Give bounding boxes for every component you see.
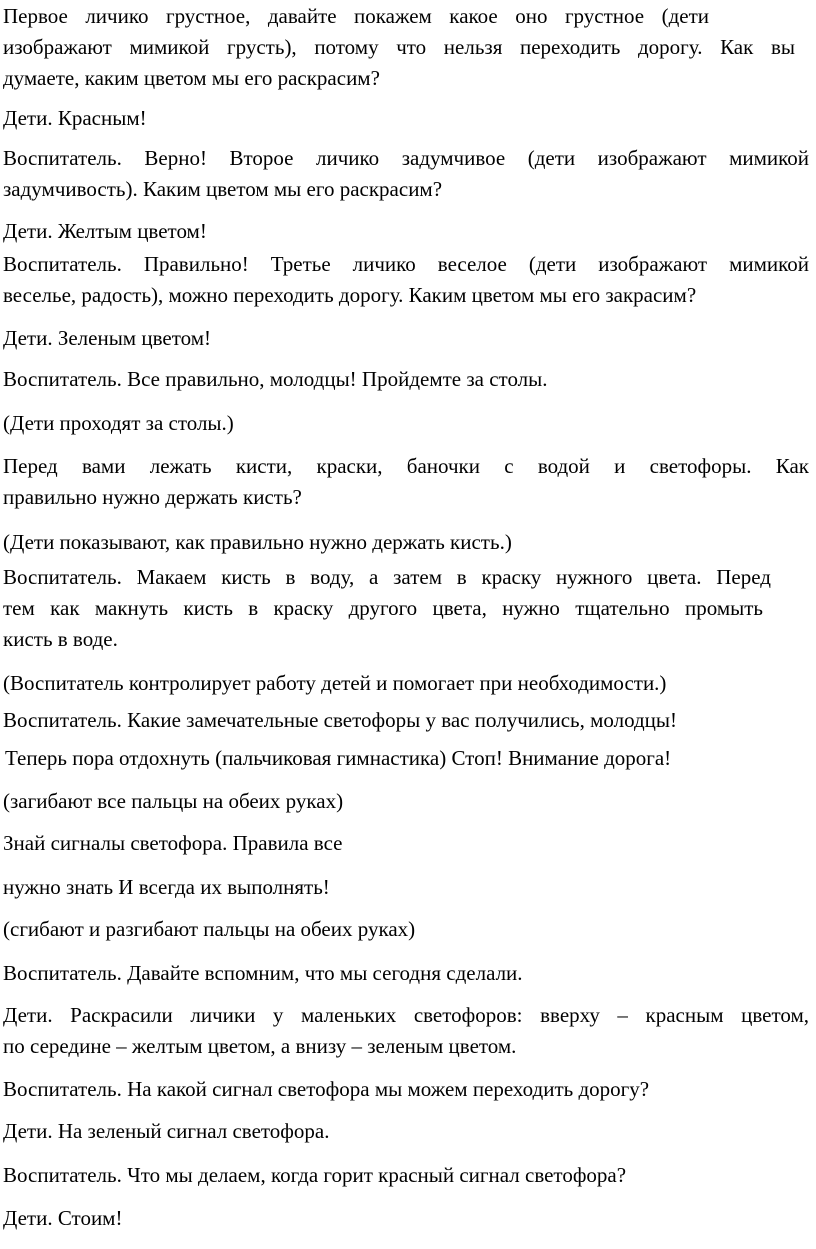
paragraph-line: Воспитатель. Правильно! Третье личико веселое (дети изображают мимикой bbox=[3, 252, 809, 276]
paragraph-line: веселье, радость), можно переходить дорогу. Каким цветом мы его закрасим? bbox=[3, 283, 697, 307]
paragraph-4 bbox=[3, 216, 207, 247]
paragraph-24 bbox=[3, 1203, 122, 1234]
paragraph-5 bbox=[3, 249, 809, 311]
paragraph-line: изображают мимикой грусть), потому что нельзя переходить дорогу. Как вы bbox=[3, 35, 795, 59]
paragraph-line: по середине – желтым цветом, а внизу – зеленым цветом. bbox=[3, 1034, 517, 1058]
paragraph-line: Дети. Желтым цветом! bbox=[3, 219, 207, 243]
paragraph-line: Воспитатель. Давайте вспомним, что мы сегодня сделали. bbox=[3, 961, 523, 985]
paragraph-line: (Дети показывают, как правильно нужно держать кисть.) bbox=[3, 530, 512, 554]
paragraph-line: Воспитатель. Верно! Второе личико задумчивое (дети изображают мимикой bbox=[3, 146, 809, 170]
paragraph-14 bbox=[5, 743, 671, 774]
paragraph-2 bbox=[3, 103, 147, 134]
paragraph-22 bbox=[3, 1116, 329, 1147]
paragraph-line: Воспитатель. Какие замечательные светофоры у вас получились, молодцы! bbox=[3, 708, 678, 732]
paragraph-16 bbox=[3, 828, 342, 859]
paragraph-line: Дети. Красным! bbox=[3, 106, 147, 130]
paragraph-17 bbox=[3, 872, 330, 903]
paragraph-line: Дети. На зеленый сигнал светофора. bbox=[3, 1119, 330, 1143]
paragraph-line: кисть в воде. bbox=[3, 627, 118, 651]
paragraph-line: Дети. Раскрасили личики у маленьких светофоров: вверху – красным цветом, bbox=[3, 1003, 809, 1027]
paragraph-line: (Дети проходят за столы.) bbox=[3, 411, 234, 435]
paragraph-line: Воспитатель. Все правильно, молодцы! Пройдемте за столы. bbox=[3, 367, 548, 391]
paragraph-line: Воспитатель. Что мы делаем, когда горит красный сигнал светофора? bbox=[3, 1163, 627, 1187]
paragraph-line: тем как макнуть кисть в краску другого цвета, нужно тщательно промыть bbox=[3, 596, 763, 620]
paragraph-13 bbox=[3, 705, 677, 736]
paragraph-line: правильно нужно держать кисть? bbox=[3, 485, 302, 509]
paragraph-15 bbox=[3, 786, 343, 817]
paragraph-line: (Воспитатель контролирует работу детей и помогает при необходимости.) bbox=[3, 671, 667, 695]
paragraph-line: нужно знать И всегда их выполнять! bbox=[3, 875, 330, 899]
paragraph-18 bbox=[3, 914, 415, 945]
paragraph-line: (загибают все пальцы на обеих руках) bbox=[3, 789, 344, 813]
paragraph-line: задумчивость). Каким цветом мы его раскрасим? bbox=[3, 177, 443, 201]
paragraph-8 bbox=[3, 408, 234, 439]
paragraph-10 bbox=[3, 527, 512, 558]
paragraph-line: думаете, каким цветом мы его раскрасим? bbox=[3, 66, 380, 90]
paragraph-line: Перед вами лежать кисти, краски, баночки с водой и светофоры. Как bbox=[3, 454, 809, 478]
paragraph-23 bbox=[3, 1160, 626, 1191]
paragraph-line: Дети. Стоим! bbox=[3, 1206, 123, 1230]
paragraph-3 bbox=[3, 143, 809, 205]
paragraph-1 bbox=[3, 1, 795, 94]
paragraph-20 bbox=[3, 1000, 809, 1062]
paragraph-11 bbox=[3, 562, 773, 655]
paragraph-12 bbox=[3, 668, 666, 699]
paragraph-7 bbox=[3, 364, 548, 395]
paragraph-line: (сгибают и разгибают пальцы на обеих руках) bbox=[3, 917, 416, 941]
paragraph-line: Воспитатель. Макаем кисть в воду, а затем в краску нужного цвета. Перед bbox=[3, 565, 771, 589]
paragraph-line: Дети. Зеленым цветом! bbox=[3, 326, 211, 350]
paragraph-line: Теперь пора отдохнуть (пальчиковая гимнастика) Стоп! Внимание дорога! bbox=[5, 746, 672, 770]
paragraph-21 bbox=[3, 1074, 649, 1105]
paragraph-line: Знай сигналы светофора. Правила все bbox=[3, 831, 343, 855]
paragraph-19 bbox=[3, 958, 523, 989]
paragraph-line: Первое личико грустное, давайте покажем какое оно грустное (дети bbox=[3, 4, 709, 28]
paragraph-9 bbox=[3, 451, 809, 513]
paragraph-line: Воспитатель. На какой сигнал светофора мы можем переходить дорогу? bbox=[3, 1077, 650, 1101]
paragraph-6 bbox=[3, 323, 211, 354]
